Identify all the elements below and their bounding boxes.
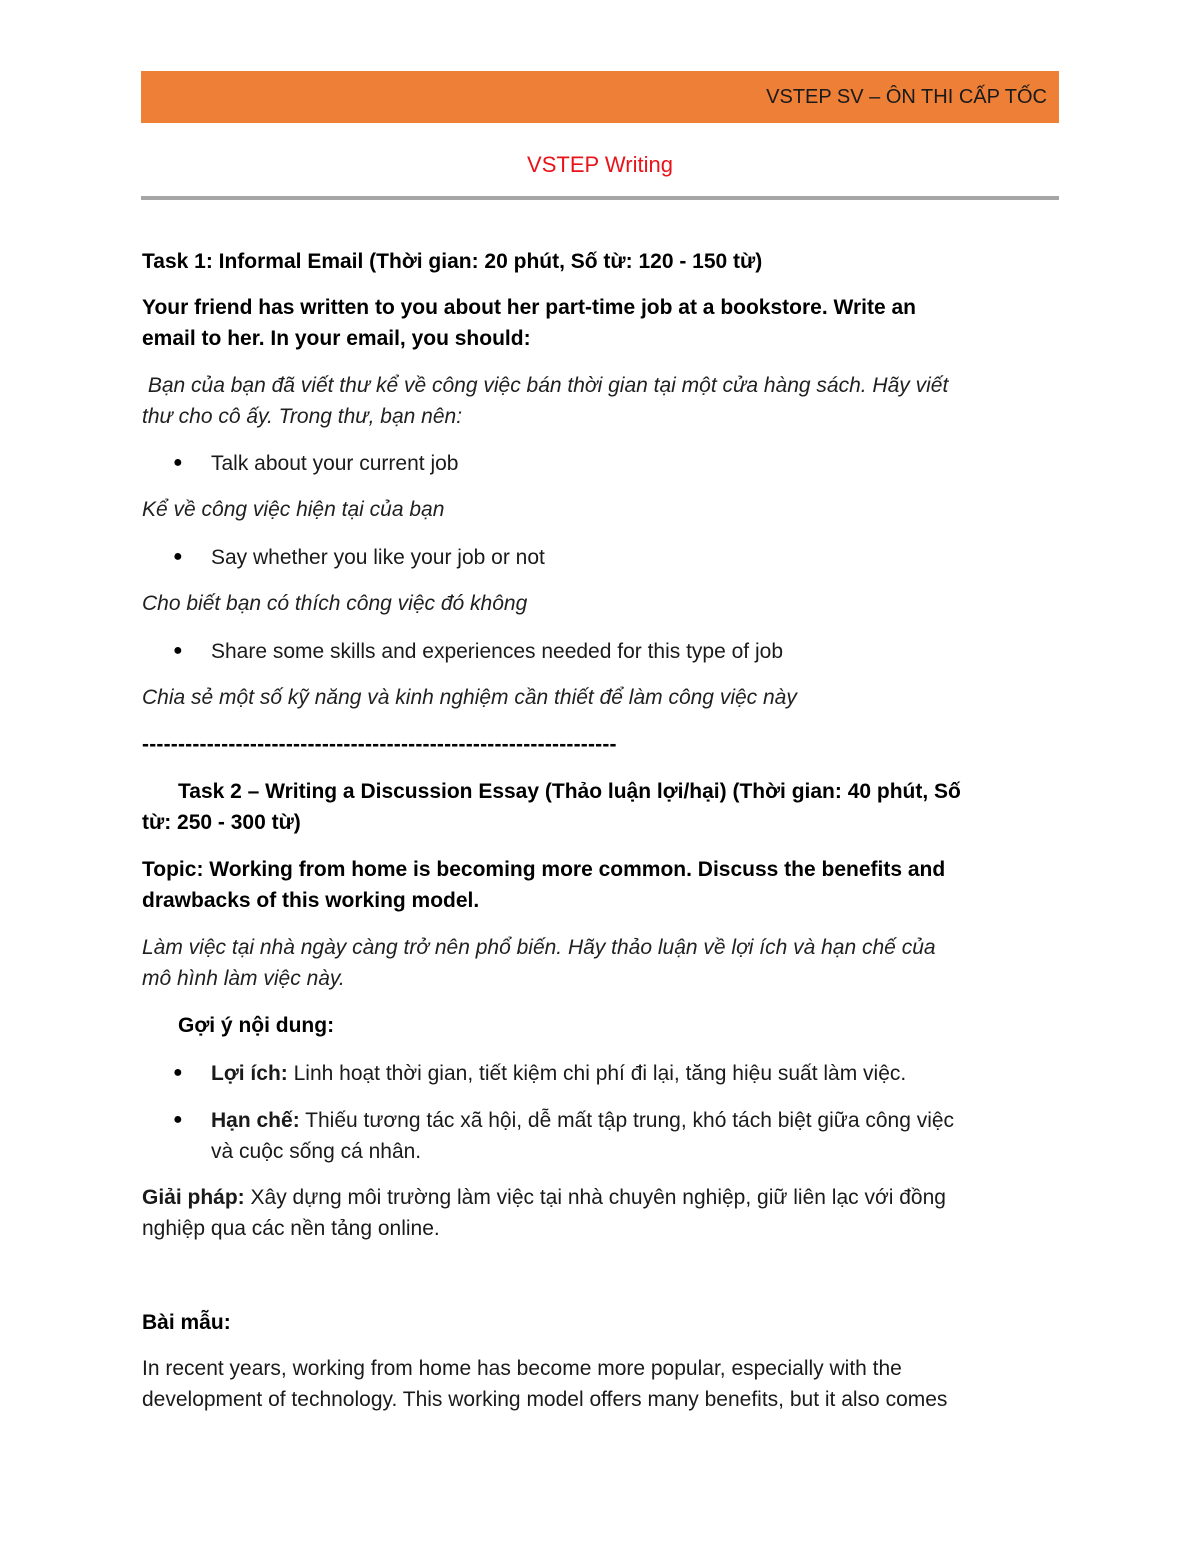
suggestion-label: Hạn chế: (211, 1109, 300, 1132)
header-bar (141, 71, 1059, 123)
task2-heading-line: Task 2 – Writing a Discussion Essay (Thảo luận lợi/hại) (Thời gian: 40 phút, Số (178, 780, 961, 803)
task1-prompt-line: email to her. In your email, you should: (142, 327, 531, 350)
task1-point-translation: Chia sẻ một số kỹ năng và kinh nghiệm cần thiết để làm công việc này (142, 686, 797, 709)
suggestion-heading: Gợi ý nội dung: (178, 1014, 335, 1037)
document-title: VSTEP Writing (527, 152, 673, 177)
sample-line: In recent years, working from home has become more popular, especially with the (142, 1357, 902, 1380)
bullet-icon: ● (173, 1111, 183, 1128)
bullet-icon: ● (173, 1064, 183, 1081)
task1-point: Talk about your current job (211, 452, 459, 475)
task1-translation-line: Bạn của bạn đã viết thư kể về công việc bán thời gian tại một cửa hàng sách. Hãy viết (142, 374, 949, 397)
task2-translation-line: mô hình làm việc này. (142, 967, 345, 990)
task1-heading: Task 1: Informal Email (Thời gian: 20 phút, Số từ: 120 - 150 từ) (142, 250, 763, 273)
task2-topic-line: drawbacks of this working model. (142, 889, 480, 912)
solution-label: Giải pháp: (142, 1186, 245, 1209)
bullet-icon: ● (173, 642, 183, 659)
solution-line (142, 1182, 946, 1213)
solution-text: Xây dựng môi trường làm việc tại nhà chuyên nghiệp, giữ liên lạc với đồng (244, 1186, 946, 1209)
solution-text-continued: nghiệp qua các nền tảng online. (142, 1217, 440, 1240)
task1-point: Say whether you like your job or not (211, 546, 545, 569)
task1-point-translation: Kể về công việc hiện tại của bạn (142, 498, 445, 521)
section-separator: ------------------------------------------------------------------ (142, 733, 617, 756)
task1-point-translation: Cho biết bạn có thích công việc đó không (142, 592, 528, 615)
suggestion-label: Lợi ích: (211, 1062, 288, 1085)
task2-translation-line: Làm việc tại nhà ngày càng trở nên phổ biến. Hãy thảo luận về lợi ích và hạn chế của (142, 936, 936, 959)
task1-translation-line: thư cho cô ấy. Trong thư, bạn nên: (142, 405, 463, 428)
sample-heading: Bài mẫu: (142, 1311, 231, 1334)
suggestion-text-continued: và cuộc sống cá nhân. (211, 1140, 422, 1163)
header-bar-text: VSTEP SV – ÔN THI CẤP TỐC (766, 86, 1047, 108)
suggestion-item (211, 1105, 954, 1136)
task1-prompt-line: Your friend has written to you about her part-time job at a bookstore. Write an (142, 296, 916, 319)
suggestion-item (211, 1058, 906, 1089)
bullet-icon: ● (173, 454, 183, 471)
sample-line: development of technology. This working model offers many benefits, but it also comes (142, 1388, 948, 1411)
task2-topic-line: Topic: Working from home is becoming more common. Discuss the benefits and (142, 858, 946, 881)
suggestion-text: Linh hoạt thời gian, tiết kiệm chi phí đi lại, tăng hiệu suất làm việc. (287, 1062, 907, 1085)
task2-heading-line: từ: 250 - 300 từ) (142, 811, 301, 834)
bullet-icon: ● (173, 548, 183, 565)
title-divider (141, 196, 1059, 200)
suggestion-text: Thiếu tương tác xã hội, dễ mất tập trung, khó tách biệt giữa công việc (299, 1109, 955, 1132)
task1-point: Share some skills and experiences needed for this type of job (211, 640, 783, 663)
